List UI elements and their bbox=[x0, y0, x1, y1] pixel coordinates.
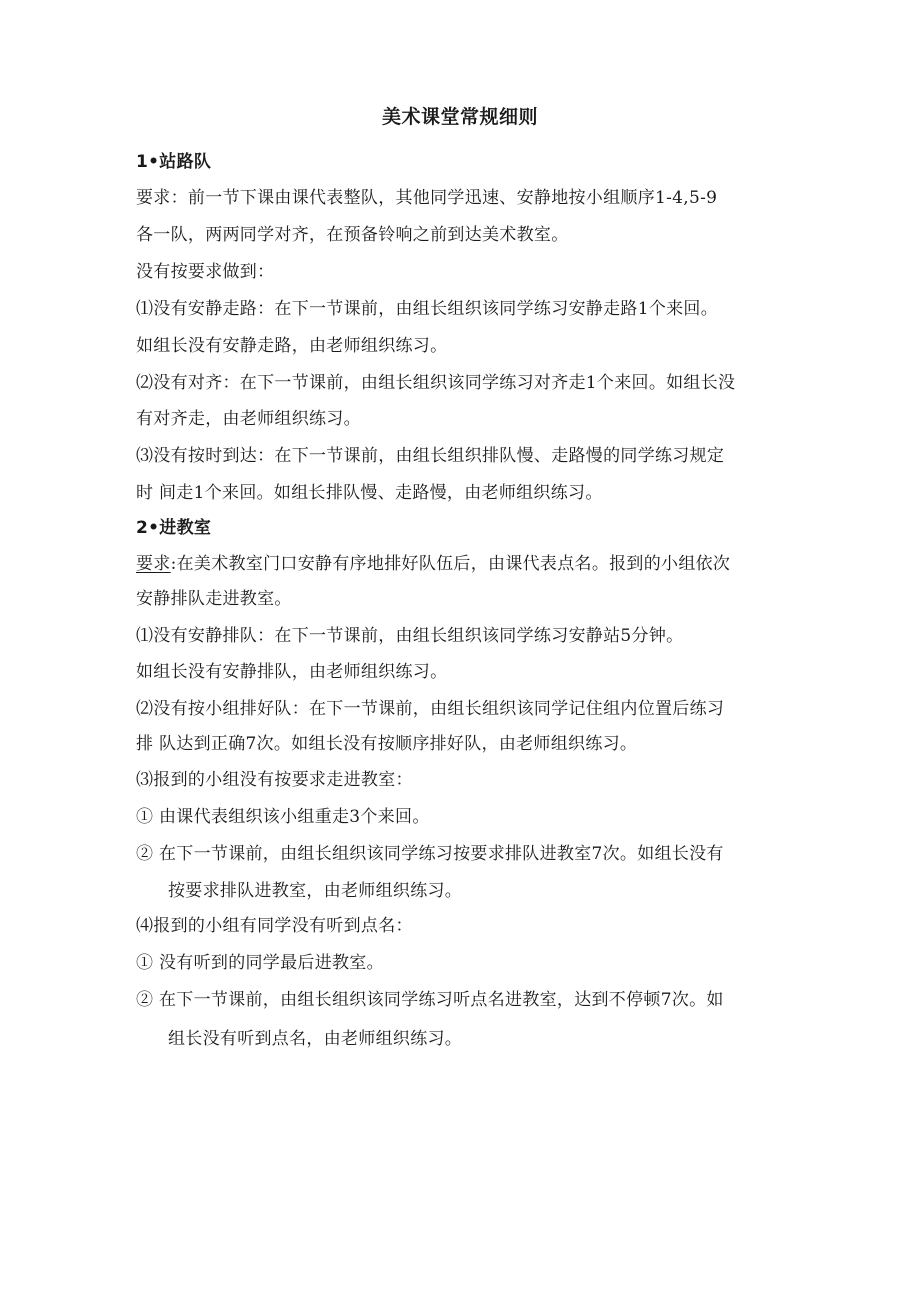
section1-requirement-label: 要求： bbox=[136, 188, 188, 208]
section2-item4-sub2-line2: 组长没有听到点名，由老师组织练习。 bbox=[168, 1029, 463, 1049]
section1-requirement-text: 前一节下课由课代表整队，其他同学迅速、安静地按小组顺序1-4,5-9 bbox=[187, 188, 718, 208]
section1-heading: 1•站路队 bbox=[136, 152, 212, 172]
section2-item2-line2: 排 队达到正确7次。如组长没有按顺序排好队，由老师组织练习。 bbox=[136, 734, 638, 754]
section2-item1-line2: 如组长没有安静排队，由老师组织练习。 bbox=[136, 662, 448, 682]
section2-item2-line1: ⑵没有按小组排好队：在下一节课前，由组长组织该同学记住组内位置后练习 bbox=[136, 699, 725, 719]
section1-item1-line2: 如组长没有安静走路，由老师组织练习。 bbox=[136, 336, 448, 356]
section1-item1-line1: ⑴没有安静走路：在下一节课前，由组长组织该同学练习安静走路1个来回。 bbox=[136, 299, 719, 319]
section1-item2-line1: ⑵没有对齐：在下一节课前，由组长组织该同学练习对齐走1个来回。如组长没 bbox=[136, 373, 736, 393]
section2-requirement-line2: 安静排队走进教室。 bbox=[136, 589, 292, 609]
section2-item3-sub1: ① 由课代表组织该小组重走3个来回。 bbox=[136, 807, 430, 827]
section2-item3-line1: ⑶报到的小组没有按要求走进教室： bbox=[136, 770, 413, 790]
section2-item3-sub2-line2: 按要求排队进教室，由老师组织练习。 bbox=[168, 881, 463, 901]
page-title: 美术课堂常规细则 bbox=[381, 106, 538, 128]
section2-heading: 2•进教室 bbox=[136, 518, 212, 538]
section2-item3-sub2-line1: ② 在下一节课前，由组长组织该同学练习按要求排队进教室7次。如组长没有 bbox=[136, 844, 724, 864]
section2-requirement-label: 要求 bbox=[136, 554, 171, 574]
section1-item3-line2: 时 间走1个来回。如组长排队慢、走路慢，由老师组织练习。 bbox=[136, 483, 603, 503]
section2-requirement-text: :在美术教室门口安静有序地排好队伍后，由课代表点名。报到的小组依次 bbox=[170, 554, 731, 574]
section1-not-done: 没有按要求做到： bbox=[136, 262, 275, 282]
section1-item2-line2: 有对齐走，由老师组织练习。 bbox=[136, 409, 361, 429]
section2-item1-line1: ⑴没有安静排队：在下一节课前，由组长组织该同学练习安静站5分钟。 bbox=[136, 626, 684, 646]
section1-requirement-line1 bbox=[136, 185, 717, 211]
section1-item3-line1: ⑶没有按时到达：在下一节课前，由组长组织排队慢、走路慢的同学练习规定 bbox=[136, 446, 725, 466]
section2-item4-line1: ⑷报到的小组有同学没有听到点名： bbox=[136, 916, 413, 936]
section1-requirement-line2: 各一队，两两同学对齐，在预备铃响之前到达美术教室。 bbox=[136, 225, 569, 245]
section2-item4-sub1: ① 没有听到的同学最后进教室。 bbox=[136, 953, 384, 973]
section2-requirement-line1 bbox=[136, 551, 730, 577]
section2-item4-sub2-line1: ② 在下一节课前，由组长组织该同学练习听点名进教室，达到不停顿7次。如 bbox=[136, 990, 724, 1010]
